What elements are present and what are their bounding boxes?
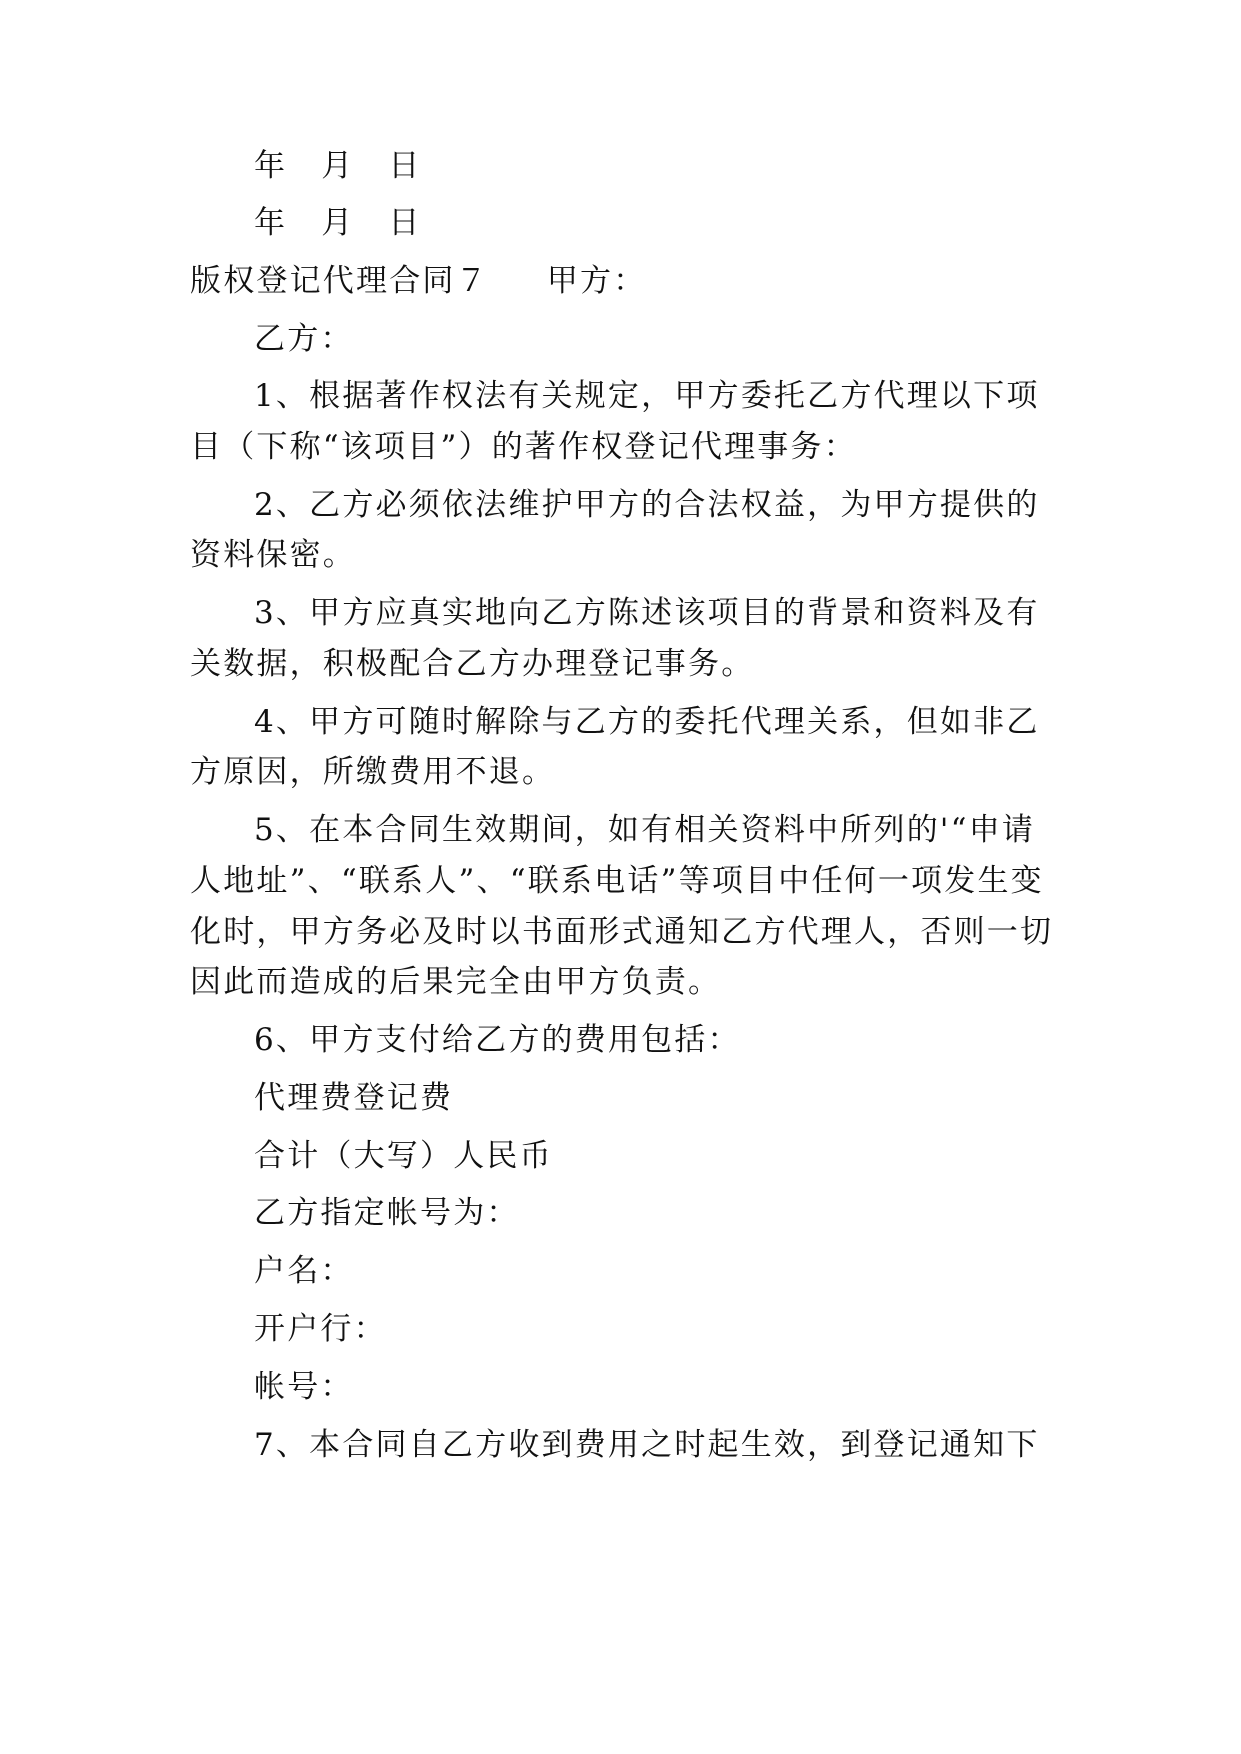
bank-line: 开户行：	[254, 1311, 387, 1347]
party-b-label: 乙方：	[254, 321, 354, 357]
party-a-label: 甲方：	[546, 263, 647, 299]
total-line: 合计（大写）人民币	[254, 1138, 553, 1174]
contract-title: 版权登记代理合同７	[190, 263, 489, 299]
clause-5-line: 5、在本合同生效期间，如有相关资料中所列的'“申请	[254, 812, 1036, 848]
date-year: 年	[254, 205, 288, 241]
fees-line: 代理费登记费	[254, 1080, 454, 1116]
title-line	[190, 261, 1070, 301]
clause-3-line: 关数据，积极配合乙方办理登记事务。	[190, 646, 755, 682]
account-number-line: 帐号：	[254, 1369, 354, 1405]
date-month: 月	[321, 205, 355, 241]
clause-5-line: 人地址”、“联系人”、“联系电话”等项目中任何一项发生变	[190, 863, 1044, 899]
clause-4-line: 方原因，所缴费用不退。	[190, 754, 556, 790]
account-intro-line: 乙方指定帐号为：	[254, 1195, 520, 1231]
clause-2-line: 资料保密。	[190, 537, 356, 573]
clause-1-line: 1、根据著作权法有关规定，甲方委托乙方代理以下项	[254, 378, 1040, 414]
date-line	[254, 203, 1070, 243]
clause-2-line: 2、乙方必须依法维护甲方的合法权益，为甲方提供的	[254, 487, 1040, 523]
date-year: 年	[254, 148, 288, 184]
account-name-line: 户名：	[254, 1253, 354, 1289]
clause-5-line: 因此而造成的后果完全由甲方负责。	[190, 964, 722, 1000]
date-day: 日	[388, 148, 422, 184]
date-month: 月	[321, 148, 355, 184]
clause-4-line: 4、甲方可随时解除与乙方的委托代理关系，但如非乙	[254, 704, 1040, 740]
clause-7-line: 7、本合同自乙方收到费用之时起生效，到登记通知下	[254, 1427, 1040, 1463]
clause-3-line: 3、甲方应真实地向乙方陈述该项目的背景和资料及有	[254, 595, 1040, 631]
clause-1-line: 目（下称“该项目”）的著作权登记代理事务：	[190, 429, 857, 465]
date-line	[254, 146, 1070, 186]
date-day: 日	[388, 205, 422, 241]
clause-5-line: 化时，甲方务必及时以书面形式通知乙方代理人，否则一切	[190, 914, 1054, 950]
clause-6-line: 6、甲方支付给乙方的费用包括：	[254, 1022, 741, 1058]
